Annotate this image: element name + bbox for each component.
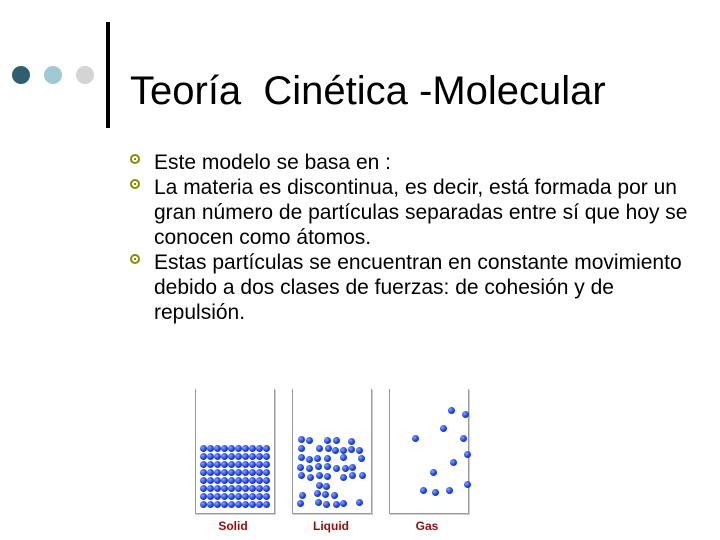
liquid-molecule bbox=[323, 501, 330, 508]
solid-molecule bbox=[256, 469, 263, 476]
solid-molecule bbox=[235, 469, 242, 476]
solid-molecule bbox=[263, 469, 270, 476]
solid-molecule bbox=[200, 477, 207, 484]
solid-molecule bbox=[221, 445, 228, 452]
solid-molecule bbox=[242, 469, 249, 476]
solid-molecule bbox=[228, 493, 235, 500]
liquid-molecule bbox=[340, 500, 347, 507]
liquid-molecule bbox=[356, 499, 363, 506]
liquid-molecule bbox=[314, 490, 321, 497]
liquid-molecule bbox=[314, 455, 321, 462]
solid-molecule bbox=[228, 461, 235, 468]
solid-molecule bbox=[200, 453, 207, 460]
solid-molecule bbox=[221, 453, 228, 460]
liquid-molecule bbox=[325, 445, 332, 452]
solid-molecule bbox=[214, 477, 221, 484]
solid-molecule bbox=[242, 477, 249, 484]
solid-molecule bbox=[249, 453, 256, 460]
gas-molecule bbox=[450, 459, 457, 466]
solid-molecule bbox=[242, 445, 249, 452]
liquid-molecule bbox=[349, 464, 356, 471]
solid-molecule bbox=[263, 445, 270, 452]
gas-molecule bbox=[464, 451, 471, 458]
bullet-icon bbox=[130, 179, 140, 189]
liquid-molecule bbox=[358, 455, 365, 462]
solid-molecule bbox=[249, 469, 256, 476]
solid-molecule bbox=[263, 461, 270, 468]
solid-molecule bbox=[221, 485, 228, 492]
liquid-molecule bbox=[316, 472, 323, 479]
liquid-molecule bbox=[356, 447, 363, 454]
solid-molecule bbox=[207, 445, 214, 452]
solid-molecule bbox=[263, 477, 270, 484]
solid-container bbox=[195, 389, 275, 514]
liquid-molecule bbox=[340, 454, 347, 461]
solid-molecule bbox=[214, 501, 221, 508]
solid-molecule bbox=[200, 501, 207, 508]
liquid-container bbox=[292, 389, 372, 514]
gas-label: Gas bbox=[415, 519, 439, 533]
gas-container bbox=[389, 389, 469, 514]
bullet-icon bbox=[130, 254, 140, 264]
solid-molecule bbox=[228, 453, 235, 460]
liquid-molecule bbox=[307, 474, 314, 481]
solid-molecule bbox=[200, 469, 207, 476]
solid-label: Solid bbox=[218, 519, 248, 533]
solid-molecule bbox=[235, 477, 242, 484]
solid-molecule bbox=[235, 493, 242, 500]
liquid-molecule bbox=[359, 472, 366, 479]
solid-molecule bbox=[200, 445, 207, 452]
solid-molecule bbox=[256, 453, 263, 460]
solid-molecule bbox=[228, 469, 235, 476]
solid-molecule bbox=[214, 485, 221, 492]
solid-molecule bbox=[249, 461, 256, 468]
solid-molecule bbox=[263, 493, 270, 500]
liquid-molecule bbox=[298, 454, 305, 461]
solid-molecule bbox=[214, 493, 221, 500]
liquid-molecule bbox=[348, 438, 355, 445]
solid-molecule bbox=[235, 445, 242, 452]
gas-molecule bbox=[432, 489, 439, 496]
solid-molecule bbox=[214, 469, 221, 476]
liquid-molecule bbox=[297, 464, 304, 471]
solid-molecule bbox=[263, 485, 270, 492]
solid-molecule bbox=[200, 493, 207, 500]
solid-molecule bbox=[235, 453, 242, 460]
liquid-molecule bbox=[306, 437, 313, 444]
liquid-molecule bbox=[316, 482, 323, 489]
bullet-text: Este modelo se basa en : bbox=[154, 151, 391, 174]
solid-molecule bbox=[256, 461, 263, 468]
gas-molecule bbox=[446, 487, 453, 494]
liquid-molecule bbox=[299, 492, 306, 499]
gas-molecule bbox=[448, 407, 455, 414]
liquid-molecule bbox=[333, 437, 340, 444]
dot-light-teal bbox=[44, 66, 62, 84]
solid-molecule bbox=[235, 485, 242, 492]
solid-molecule bbox=[221, 493, 228, 500]
solid-molecule bbox=[228, 485, 235, 492]
liquid-molecule bbox=[349, 472, 356, 479]
bullet-icon bbox=[130, 154, 140, 164]
liquid-molecule bbox=[333, 465, 340, 472]
solid-molecule bbox=[221, 501, 228, 508]
solid-molecule bbox=[221, 469, 228, 476]
states-of-matter-figure bbox=[195, 385, 480, 535]
liquid-molecule bbox=[332, 447, 339, 454]
dot-dark bbox=[12, 66, 30, 84]
liquid-label: Liquid bbox=[313, 519, 349, 533]
solid-molecule bbox=[200, 485, 207, 492]
liquid-molecule bbox=[324, 463, 331, 470]
solid-molecule bbox=[256, 445, 263, 452]
solid-molecule bbox=[249, 485, 256, 492]
liquid-molecule bbox=[298, 445, 305, 452]
liquid-molecule bbox=[324, 473, 331, 480]
solid-molecule bbox=[207, 469, 214, 476]
gas-molecule bbox=[464, 481, 471, 488]
solid-molecule bbox=[256, 493, 263, 500]
solid-molecule bbox=[214, 461, 221, 468]
solid-molecule bbox=[263, 501, 270, 508]
solid-molecule bbox=[249, 445, 256, 452]
solid-molecule bbox=[242, 461, 249, 468]
liquid-molecule bbox=[331, 492, 338, 499]
bullet-list bbox=[130, 150, 690, 325]
solid-molecule bbox=[207, 493, 214, 500]
solid-molecule bbox=[256, 477, 263, 484]
solid-molecule bbox=[200, 461, 207, 468]
solid-molecule bbox=[235, 501, 242, 508]
solid-molecule bbox=[242, 501, 249, 508]
solid-molecule bbox=[256, 501, 263, 508]
bullet-text: La materia es discontinua, es decir, está formada por un gran número de partículas separadas entre sí que hoy se conocen como átomos. bbox=[154, 176, 688, 249]
liquid-molecule bbox=[306, 456, 313, 463]
solid-molecule bbox=[242, 453, 249, 460]
liquid-molecule bbox=[315, 463, 322, 470]
solid-molecule bbox=[249, 493, 256, 500]
solid-molecule bbox=[235, 461, 242, 468]
solid-molecule bbox=[214, 445, 221, 452]
solid-molecule bbox=[242, 493, 249, 500]
gas-molecule bbox=[430, 469, 437, 476]
liquid-molecule bbox=[342, 465, 349, 472]
liquid-molecule bbox=[340, 474, 347, 481]
liquid-molecule bbox=[322, 491, 329, 498]
solid-molecule bbox=[207, 461, 214, 468]
title-divider bbox=[106, 22, 110, 128]
dot-grey bbox=[76, 66, 94, 84]
gas-molecule bbox=[460, 435, 467, 442]
slide-title: Teoría Cinética -Molecular bbox=[130, 69, 606, 113]
liquid-molecule bbox=[316, 445, 323, 452]
solid-molecule bbox=[228, 445, 235, 452]
solid-molecule bbox=[263, 453, 270, 460]
solid-molecule bbox=[249, 501, 256, 508]
bullet-item bbox=[130, 150, 690, 175]
liquid-molecule bbox=[297, 500, 304, 507]
solid-molecule bbox=[228, 501, 235, 508]
gas-molecule bbox=[412, 435, 419, 442]
bullet-item bbox=[130, 175, 690, 250]
gas-molecule bbox=[462, 411, 469, 418]
solid-molecule bbox=[249, 477, 256, 484]
liquid-molecule bbox=[324, 437, 331, 444]
gas-molecule bbox=[440, 425, 447, 432]
decorative-dots bbox=[12, 66, 96, 84]
liquid-molecule bbox=[315, 499, 322, 506]
solid-molecule bbox=[228, 477, 235, 484]
solid-molecule bbox=[221, 461, 228, 468]
liquid-molecule bbox=[298, 436, 305, 443]
solid-molecule bbox=[214, 453, 221, 460]
solid-molecule bbox=[207, 477, 214, 484]
liquid-molecule bbox=[348, 446, 355, 453]
liquid-molecule bbox=[298, 472, 305, 479]
bullet-text: Estas partículas se encuentran en constante movimiento debido a dos clases de fuerzas: de cohesión y de repulsión. bbox=[154, 251, 682, 324]
bullet-item bbox=[130, 250, 690, 325]
solid-molecule bbox=[221, 477, 228, 484]
liquid-molecule bbox=[323, 483, 330, 490]
liquid-molecule bbox=[306, 465, 313, 472]
solid-molecule bbox=[242, 485, 249, 492]
solid-molecule bbox=[207, 453, 214, 460]
solid-molecule bbox=[207, 485, 214, 492]
liquid-molecule bbox=[324, 455, 331, 462]
gas-molecule bbox=[420, 487, 427, 494]
solid-molecule bbox=[207, 501, 214, 508]
solid-molecule bbox=[256, 485, 263, 492]
